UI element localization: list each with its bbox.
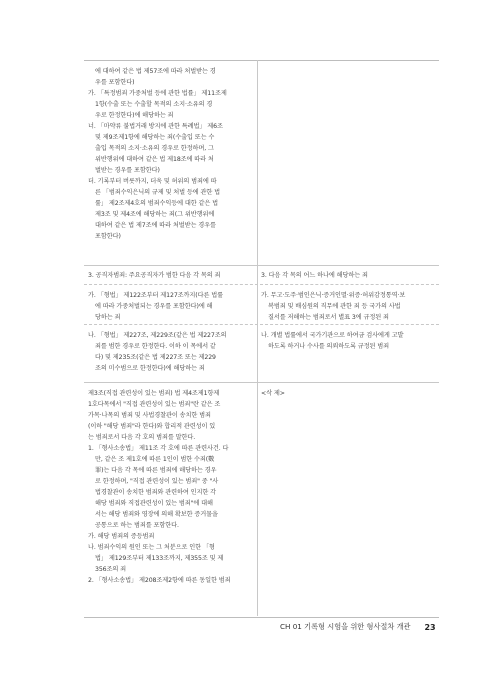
text-line: 및 제9조제1항에 해당하는 죄(수출입 또는 수 — [95, 134, 215, 141]
text-line: 우로 한정한다)에 해당하는 죄 — [95, 112, 174, 119]
page-number: 23 — [424, 622, 436, 632]
left-block-1 — [88, 66, 254, 242]
footer-chapter-title: CH 01 기록형 시험을 위한 형사절차 개관 — [280, 622, 411, 631]
text-line: 다) 및 제235조(같은 법 제227조 또는 제229 — [95, 354, 216, 361]
text-line: 출입 목적의 소지·소유의 경우로 한정하며, 그 — [95, 145, 214, 152]
text-line: 복범죄 및 배심원의 직무에 관한 죄 등 국가의 사법 — [268, 303, 401, 310]
text-line: 제3조 및 제4조에 해당하는 죄(그 위반행위에 — [95, 211, 215, 218]
text-line: 나. 개별 법률에서 국가기관으로 하여금 검사에게 고발 — [261, 332, 404, 339]
text-line: 률」 제2조제4호의 범죄수익등에 대한 같은 법 — [95, 200, 219, 207]
text-line: 1항(수출 또는 수출할 목적의 소지·소유의 경 — [95, 101, 213, 108]
text-line: 벌받는 경우를 포함한다) — [95, 167, 160, 174]
left-block-5 — [88, 388, 254, 586]
text-line: 로 한정하며, "직접 관련성이 있는 범죄" 중 "사 — [95, 478, 219, 485]
text-line: 포함한다) — [95, 233, 121, 240]
text-line: 1. 「형사소송법」 제11조 각 호에 따른 관련사건. 다 — [88, 445, 229, 452]
text-line: 는 범죄로서 다음 각 호의 범죄를 말한다. — [88, 434, 196, 441]
text-line: 법경찰관이 송치한 범죄와 관련하여 인지한 각 — [95, 489, 216, 496]
row-divider — [84, 265, 439, 266]
text-line: 당하는 죄 — [95, 314, 121, 321]
text-line: 우를 포함한다) — [95, 79, 135, 86]
row-divider-dashed — [84, 284, 439, 285]
column-divider — [257, 60, 258, 616]
left-block-2 — [88, 270, 254, 281]
text-line: 2. 「형사소송법」 제208조제2항에 따른 동일한 범죄 — [88, 577, 231, 584]
text-line: 가. 해당 범죄의 증등범죄 — [88, 533, 155, 540]
text-line: 위반행위에 대하여 같은 법 제18조에 따라 처 — [95, 156, 214, 163]
right-block-1 — [261, 270, 437, 281]
text-line: 에 대하여 같은 법 제57조에 따라 처벌받는 경 — [95, 68, 216, 75]
deleted-note: <삭 제> — [261, 390, 285, 397]
page-footer — [280, 622, 436, 632]
text-line: 공통으로 하는 범죄를 포함한다. — [95, 522, 179, 529]
text-line: 가. 「특정범죄 가중처벌 등에 관한 법률」 제11조제 — [88, 90, 227, 97]
text-line: 1호다목에서 "직접 관련성이 있는 범죄"란 같은 조 — [88, 401, 221, 408]
text-line: 더. 기록부터 버릇까지, 더욱 및 허위의 범죄에 따 — [88, 178, 217, 185]
text-line: 나. 「형법」 제227조, 제229조(같은 법 제227조의 — [88, 332, 227, 339]
text-line: 서는 해당 범죄와 영장에 의해 확보한 증거물을 — [95, 511, 218, 518]
text-line: 에 따라 가중처벌되는 경우를 포함한다)에 해 — [95, 303, 213, 310]
text-line: 가목·나목의 범죄 및 사법경찰관이 송치한 범죄 — [88, 412, 211, 419]
text-line: 른 「범죄수익은닉의 규제 및 처벌 등에 관한 법 — [95, 189, 220, 196]
text-line: 해당 범죄와 직접관련성이 있는 범죄"에 대해 — [95, 500, 213, 507]
text-line: 3. 공직자범죄: 주요공직자가 범한 다음 각 목의 죄 — [88, 272, 221, 279]
text-line: 법」 제129조부터 제133조까지, 제355조 및 제 — [95, 555, 224, 562]
row-divider — [84, 382, 439, 383]
text-line: 3. 다음 각 목의 어느 하나에 해당하는 죄 — [261, 272, 368, 279]
right-block-4 — [261, 388, 437, 399]
row-divider-dashed — [84, 324, 439, 325]
text-line: 대하여 같은 법 제7조에 따라 처벌받는 경우를 — [95, 222, 216, 229]
right-block-3 — [261, 330, 437, 352]
text-line: 만, 같은 조 제1호에 따른 1인이 범한 수죄(數 — [95, 456, 215, 463]
left-block-4 — [88, 330, 254, 374]
text-line: 죄를 범한 경우로 한정한다. 이하 이 목에서 같 — [95, 343, 216, 350]
text-line: 제3조(직접 관련성이 있는 범죄) 법 제4조제1항제 — [88, 390, 220, 397]
left-block-3 — [88, 290, 254, 323]
text-line: (이하 "해당 범죄"라 한다)와 합리적 관련성이 있 — [88, 423, 216, 430]
text-line: 너. 「마약류 불법거래 방지에 관한 특례법」 제6조 — [88, 123, 223, 130]
right-block-2 — [261, 290, 437, 323]
text-line: 하도록 하거나 수사를 의뢰하도록 규정된 범죄 — [268, 343, 389, 350]
text-line: 질서를 저해하는 범죄로서 별표 3에 규정된 죄 — [268, 314, 389, 321]
text-line: 356조의 죄 — [95, 566, 127, 573]
text-line: 가. 「형법」 제122조부터 제127조까지(다른 법률 — [88, 292, 223, 299]
text-line: 조의 미수범으로 한정한다)에 해당하는 죄 — [95, 365, 205, 372]
text-line: 罪)는 다음 각 목에 따른 범죄에 해당하는 경우 — [95, 467, 217, 474]
text-line: 가. 무고·도주·범인은닉·증거인멸·위증·허위감정통역·보 — [261, 292, 406, 299]
text-line: 나. 범죄수익의 원인 또는 그 처분으로 인한 「형 — [88, 544, 215, 551]
